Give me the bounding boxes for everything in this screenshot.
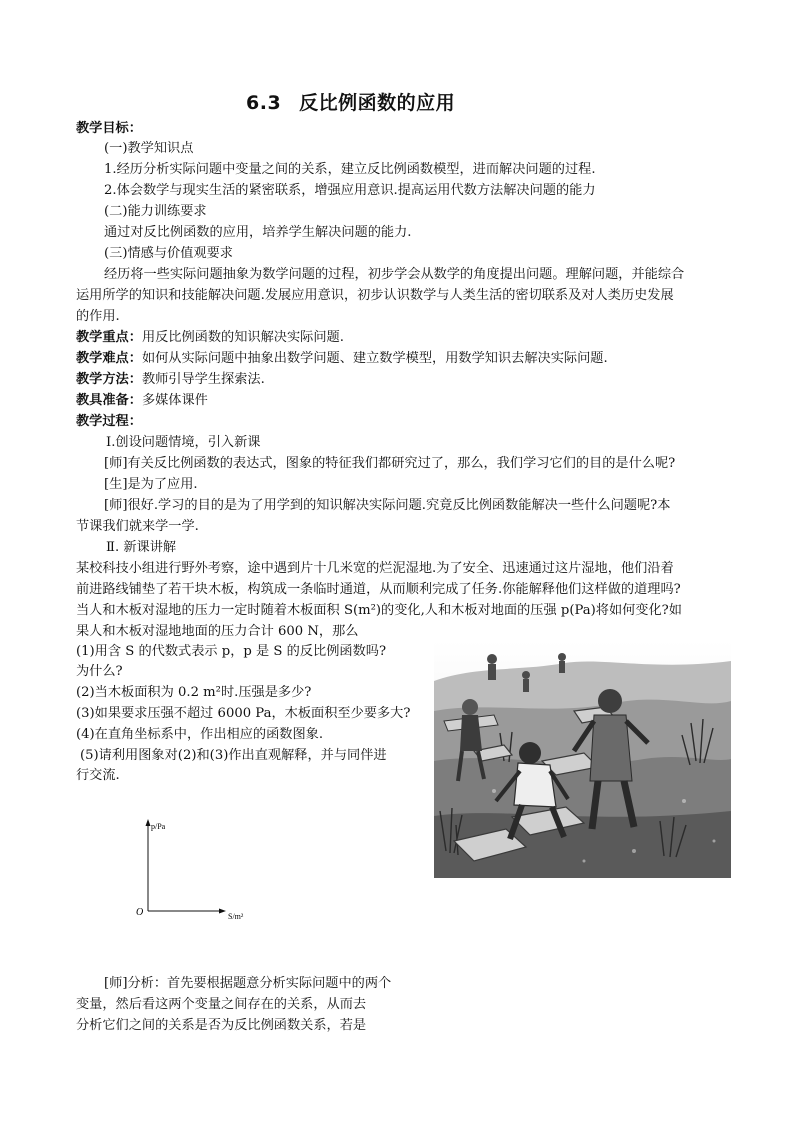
goals-sec2: (二)能力训练要求 — [104, 204, 207, 219]
story-line3: 当人和木板对湿地的压力一定时随着木板面积 S(m²)的变化,人和木板对地面的压强 p(Pa)将如何变化?如 — [76, 603, 682, 618]
goals-sec1: (一)教学知识点 — [104, 141, 194, 156]
teacher-line2a: [师]很好.学习的目的是为了用学到的知识解决实际问题.究竟反比例函数能解决一些什么问题呢?本 — [104, 498, 671, 513]
method-text: 教师引导学生探索法. — [141, 372, 265, 387]
goals-item2: 2.体会数学与现实生活的紧密联系，增强应用意识.提高运用代数方法解决问题的能力 — [104, 183, 596, 198]
process-heading: 教学过程： — [76, 414, 142, 429]
question2: (2)当木板面积为 0.2 m²时.压强是多少? — [76, 685, 312, 700]
question5b: 行交流. — [76, 768, 120, 783]
x-axis-arrow-icon — [219, 909, 226, 914]
method-line — [76, 370, 265, 390]
goals-sec3: (三)情感与价值观要求 — [104, 246, 233, 261]
process-part1: Ⅰ.创设问题情境，引入新课 — [106, 435, 261, 450]
story-line4: 果人和木板对湿地地面的压力合计 600 N，那么 — [76, 624, 359, 639]
goals-heading: 教学目标： — [76, 121, 142, 136]
section-number: 6.3 — [246, 92, 282, 114]
prep-text: 多媒体课件 — [141, 393, 208, 408]
y-axis-label: p/Pa — [151, 822, 166, 831]
page-title — [246, 88, 455, 115]
question3: (3)如果要求压强不超过 6000 Pa，木板面积至少要多大? — [76, 706, 411, 721]
goals-item1: 1.经历分析实际问题中变量之间的关系，建立反比例函数模型，进而解决问题的过程. — [104, 162, 596, 177]
difficulty-text: 如何从实际问题中抽象出数学问题、建立数学模型，用数学知识去解决实际问题. — [141, 351, 608, 366]
story-line2: 前进路线铺垫了若干块木板，构筑成一条临时通道，从而顺利完成了任务.你能解释他们这样做的道理吗? — [76, 582, 681, 597]
difficulty-line — [76, 349, 608, 369]
question5a: (5)请利用图象对(2)和(3)作出直观解释，并与同伴进 — [80, 748, 387, 763]
question4: (4)在直角坐标系中，作出相应的函数图象. — [76, 727, 324, 742]
prep-line — [76, 391, 208, 411]
analysis-line2: 变量，然后看这两个变量之间存在的关系，从而去 — [76, 997, 367, 1012]
focus-line — [76, 328, 344, 348]
wetland-illustration — [434, 641, 731, 878]
goals-values-line3: 的作用. — [76, 309, 120, 324]
method-label: 教学方法： — [76, 372, 142, 387]
coordinate-axes — [130, 815, 260, 923]
goals-values-line1: 经历将一些实际问题抽象为数学问题的过程，初步学会从数学的角度提出问题。理解问题，并能综合 — [104, 267, 685, 282]
teacher-line1: [师]有关反比例函数的表达式，图象的特征我们都研究过了，那么，我们学习它们的目的是什么呢? — [104, 456, 676, 471]
origin-label: O — [136, 907, 144, 918]
question1b: 为什么? — [76, 664, 123, 679]
analysis-line1: [师]分析：首先要根据题意分析实际问题中的两个 — [104, 976, 392, 991]
goals-ability: 通过对反比例函数的应用，培养学生解决问题的能力. — [104, 225, 412, 240]
goals-values-line2: 运用所学的知识和技能解决问题.发展应用意识，初步认识数学与人类生活的密切联系及对人类历史发展 — [76, 288, 674, 303]
focus-text: 用反比例函数的知识解决实际问题. — [141, 330, 344, 345]
process-part2: Ⅱ. 新课讲解 — [106, 540, 177, 555]
story-line1: 某校科技小组进行野外考察，途中遇到片十几米宽的烂泥湿地.为了安全、迅速通过这片湿地，他们沿着 — [76, 561, 674, 576]
prep-label: 教具准备： — [76, 393, 142, 408]
question1a: (1)用含 S 的代数式表示 p，p 是 S 的反比例函数吗? — [76, 644, 387, 659]
student-line1: [生]是为了应用. — [104, 477, 198, 492]
y-axis-arrow-icon — [146, 819, 151, 826]
section-title: 反比例函数的应用 — [299, 92, 456, 114]
focus-label: 教学重点： — [76, 330, 142, 345]
analysis-line3: 分析它们之间的关系是否为反比例函数关系，若是 — [76, 1018, 367, 1033]
x-axis-label: S/m² — [228, 912, 244, 921]
teacher-line2b: 节课我们就来学一学. — [76, 519, 199, 534]
difficulty-label: 教学难点： — [76, 351, 142, 366]
